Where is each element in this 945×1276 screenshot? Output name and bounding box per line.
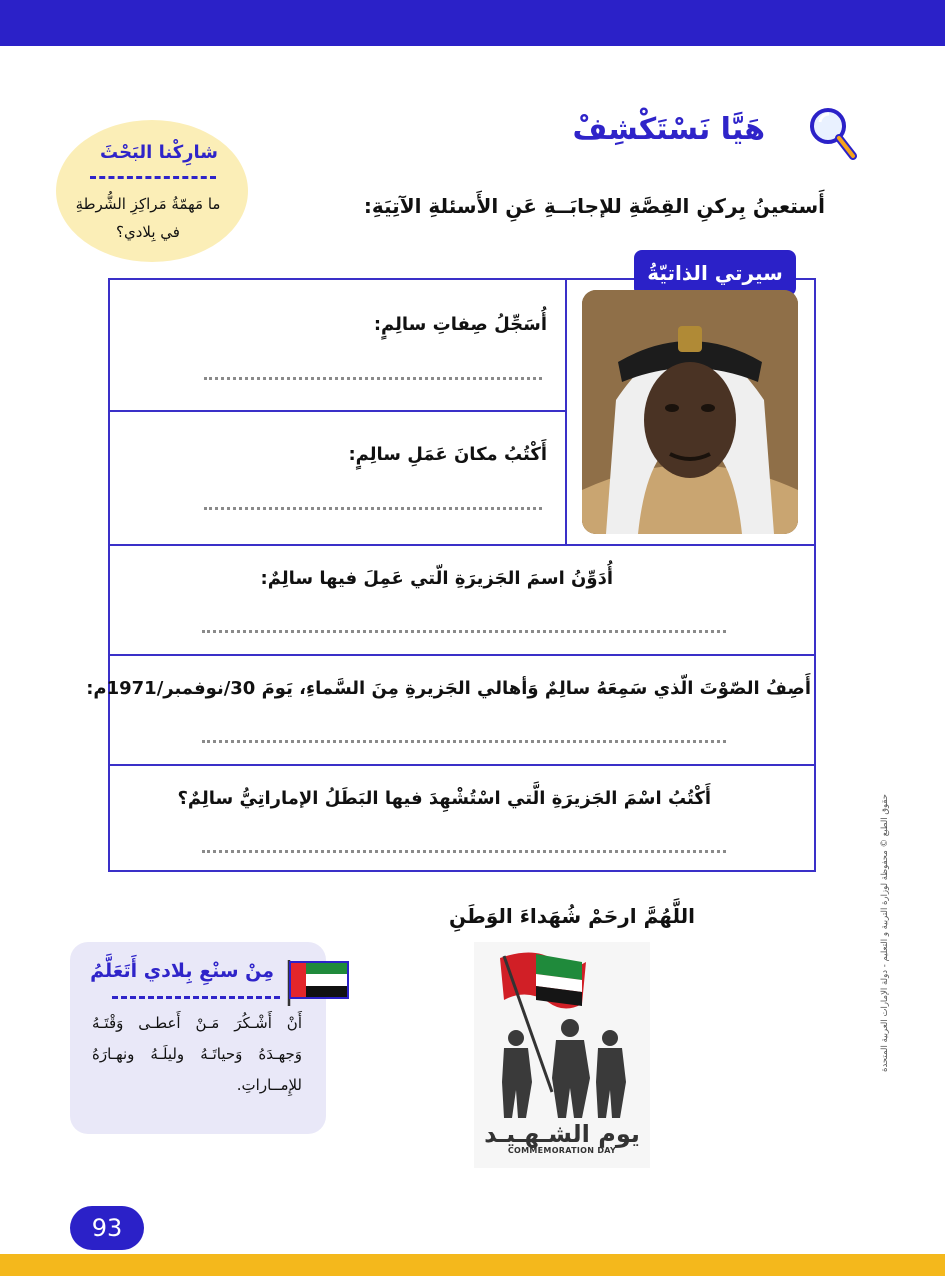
research-underline: [90, 176, 216, 179]
answer-line-2[interactable]: [204, 507, 542, 510]
magnifier-icon: [806, 104, 858, 162]
answer-line-3[interactable]: [202, 630, 726, 633]
learn-text: أَنْ أَشْـكُرَ مَـنْ أَعطـى وَقْتَـهُ وَجهـدَهُ وَحياتَـهُ وليلَـهُ ونهـارَهُ للإِمــاراتِ.: [92, 1014, 302, 1094]
question-1: أُسَجِّلُ صِفاتِ سالِمٍ:: [373, 314, 547, 335]
question-5: أَكْتُبُ اسْمَ الجَزيرَةِ الَّتي اسْتُشْهِدَ فيها البَطَلُ الإماراتِيُّ سالِمٌ؟: [177, 788, 711, 809]
question-2: أَكْتُبُ مكانَ عَمَلِ سالِمٍ:: [348, 444, 547, 465]
research-question: ما مَهمّةُ مَراكِزِ الشُّرطةِ في بِلادي؟: [75, 195, 221, 241]
learn-underline: [112, 996, 280, 999]
biography-tag: سيرتي الذاتيّةُ: [634, 250, 796, 296]
salem-portrait: [582, 290, 798, 534]
page-number: 93: [70, 1206, 144, 1250]
answer-line-1[interactable]: [204, 377, 542, 380]
row-divider: [110, 654, 816, 656]
prayer-text: اللَّهُمَّ ارحَمْ شُهَداءَ الوَطَنِ: [448, 904, 695, 928]
answer-line-5[interactable]: [202, 850, 726, 853]
page-title: هَيَّا نَسْتَكْشِفْ: [572, 112, 765, 147]
top-banner: [0, 0, 945, 46]
research-bubble: [56, 120, 248, 262]
question-4: أَصِفُ الصّوْتَ الّذي سَمِعَهُ سالِمٌ وَأهالي الجَزيرةِ مِنَ السَّماءِ، يَومَ 30/نوفمبر/1971م:: [86, 678, 811, 699]
question-3: أُدَوِّنُ اسمَ الجَزيرَةِ الّتي عَمِلَ فيها سالِمٌ:: [260, 568, 613, 589]
row-divider: [110, 544, 816, 546]
instruction-text: أَستعينُ بِركنِ القِصَّةِ للإجابَــةِ عَنِ الأَسئلةِ الآتِيَةِ:: [363, 194, 825, 218]
research-title: شارِكْنا البَحْثَ: [100, 142, 218, 163]
answer-line-4[interactable]: [202, 740, 726, 743]
soldiers-flag-illustration: [474, 942, 650, 1120]
column-divider: [565, 280, 567, 546]
copyright-text: حقوق الطبع © محفوظة لوزارة التربية و التعليم - دولة الإمارات العربية المتحدة: [880, 794, 890, 1072]
learn-title: مِنْ سنْعِ بِلادي أَتَعَلَّمُ: [90, 960, 274, 982]
martyr-day-poster: [474, 942, 650, 1168]
row-divider: [110, 410, 566, 412]
poster-english-title: COMMEMORATION DAY: [507, 1146, 617, 1155]
poster-arabic-title: يوم الشـهـيـد: [484, 1120, 640, 1148]
row-divider: [110, 764, 816, 766]
uae-flag-icon: [286, 958, 352, 1006]
bottom-banner: [0, 1254, 945, 1276]
